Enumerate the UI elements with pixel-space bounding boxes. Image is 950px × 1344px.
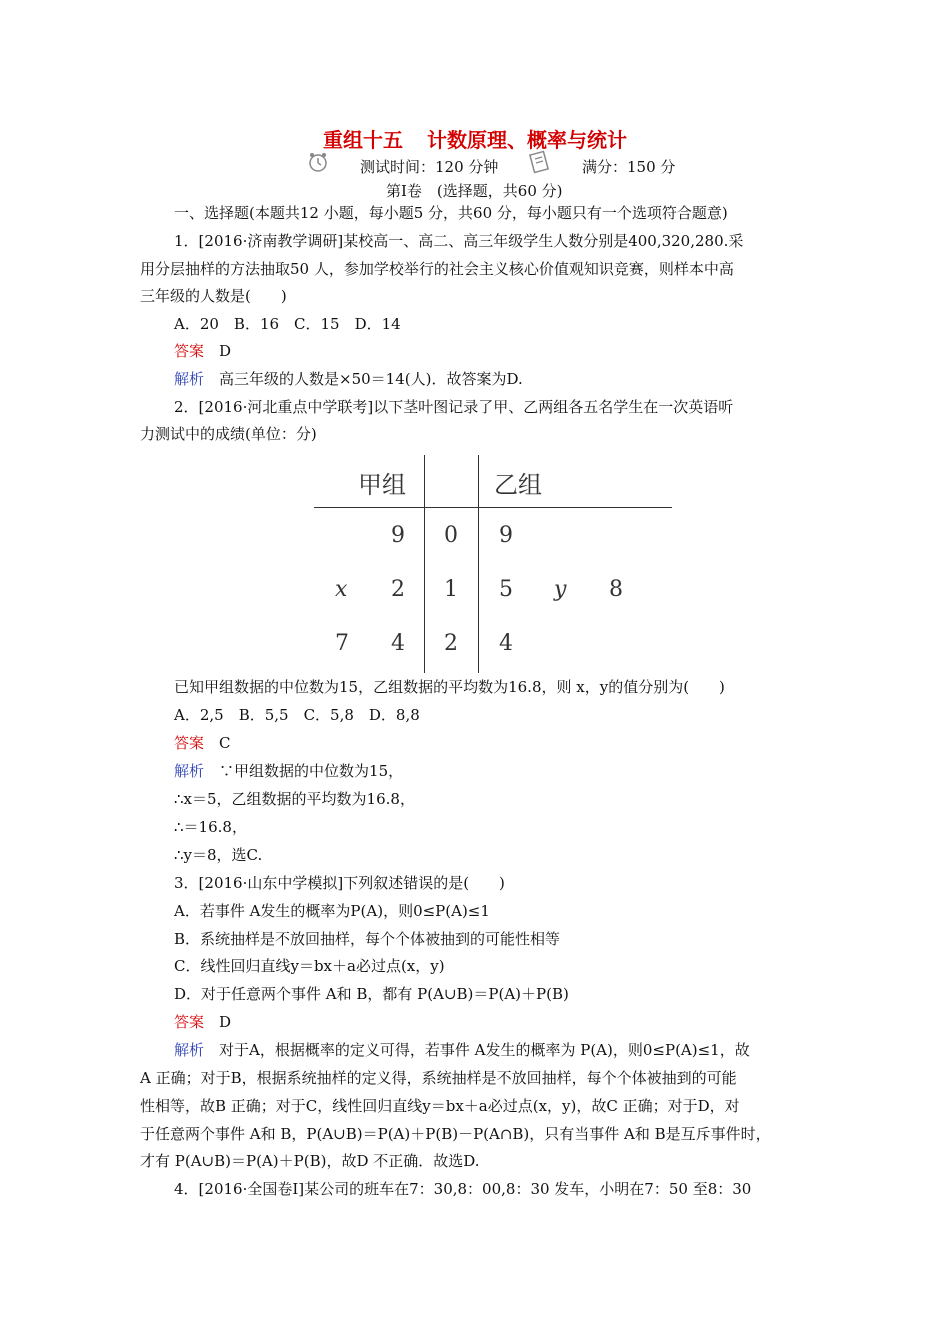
answer-label: 答案 bbox=[174, 1013, 205, 1031]
q2-answer bbox=[174, 733, 231, 753]
var-x: x bbox=[335, 577, 348, 602]
q3-optA: A．若事件 A发生的概率为P(A)，则0≤P(A)≤1 bbox=[174, 902, 490, 920]
score-label: 满分：150 分 bbox=[582, 158, 676, 176]
q3-analysis4: 于任意两个事件 A和 B，P(A∪B)＝P(A)＋P(B)－P(A∩B)，只有当事件 A和 B是互斥事件时， bbox=[140, 1125, 771, 1143]
row1-stem: 1 bbox=[444, 577, 458, 602]
q3-analysis1 bbox=[174, 1040, 750, 1060]
answer-value: C bbox=[219, 734, 231, 752]
analysis-label: 解析 bbox=[174, 370, 205, 388]
left-header: 甲组 bbox=[358, 471, 406, 499]
q2-line1: 2．[2016·河北重点中学联考]以下茎叶图记录了甲、乙两组各五名学生在一次英语听 bbox=[174, 398, 734, 416]
paper-icon bbox=[527, 150, 551, 174]
q1-line3: 三年级的人数是( ) bbox=[140, 287, 287, 305]
row0-left1: 9 bbox=[391, 523, 405, 548]
row2-right0: 4 bbox=[499, 631, 513, 656]
q3-answer bbox=[174, 1012, 231, 1032]
title-part1: 重组十五 bbox=[323, 128, 403, 152]
title-part2: 计数原理、概率与统计 bbox=[427, 128, 627, 152]
analysis-text: ∵甲组数据的中位数为15， bbox=[219, 762, 404, 780]
q3-line1: 3．[2016·山东中学模拟]下列叙述错误的是( ) bbox=[174, 874, 505, 892]
clock-icon bbox=[306, 150, 330, 174]
q2-question: 已知甲组数据的中位数为15，乙组数据的平均数为16.8，则 x，y的值分别为( ) bbox=[174, 678, 725, 696]
analysis-text: 对于A，根据概率的定义可得，若事件 A发生的概率为 P(A)，则0≤P(A)≤1，故 bbox=[219, 1041, 750, 1059]
q3-analysis2: A 正确；对于B，根据系统抽样的定义得，系统抽样是不放回抽样，每个个体被抽到的可能 bbox=[140, 1069, 737, 1087]
row2-stem: 2 bbox=[444, 631, 458, 656]
right-header: 乙组 bbox=[494, 471, 542, 499]
q2-line2: 力测试中的成绩(单位：分) bbox=[140, 425, 317, 443]
answer-value: D bbox=[219, 1013, 232, 1031]
intro-text: 一、选择题(本题共12 小题，每小题5 分，共60 分，每小题只有一个选项符合题意) bbox=[174, 204, 728, 222]
row2-left0: 7 bbox=[335, 631, 349, 656]
row2-left1: 4 bbox=[391, 631, 405, 656]
row1-left0 bbox=[335, 577, 347, 602]
row0-stem: 0 bbox=[444, 523, 458, 548]
q1-answer bbox=[174, 341, 231, 361]
q1-line2: 用分层抽样的方法抽取50 人，参加学校举行的社会主义核心价值观知识竞赛，则样本中高 bbox=[140, 260, 734, 278]
q2-options: A．2,5 B．5,5 C．5,8 D．8,8 bbox=[174, 706, 420, 724]
q3-optC: C．线性回归直线y＝bx＋a必过点(x，y) bbox=[174, 957, 445, 975]
section-heading: 第Ⅰ卷 (选择题，共60 分) bbox=[386, 182, 563, 200]
page-title bbox=[0, 124, 950, 153]
row1-right0: 5 bbox=[499, 577, 513, 602]
q2-analysis4: ∴y＝8，选C. bbox=[174, 846, 263, 864]
q1-options: A．20 B．16 C．15 D．14 bbox=[174, 315, 401, 333]
q4-line1: 4．[2016·全国卷Ⅰ]某公司的班车在7：30,8：00,8：30 发车，小明在7：50 至8：30 bbox=[174, 1180, 752, 1198]
q3-analysis3: 性相等，故B 正确；对于C，线性回归直线y＝bx＋a必过点(x，y)，故C 正确；对于D，对 bbox=[140, 1097, 740, 1115]
var-y: y bbox=[554, 577, 567, 602]
q3-optD: D．对于任意两个事件 A和 B，都有 P(A∪B)＝P(A)＋P(B) bbox=[174, 985, 569, 1003]
row1-left1: 2 bbox=[391, 577, 405, 602]
analysis-label: 解析 bbox=[174, 1041, 205, 1059]
row1-right2: 8 bbox=[609, 577, 623, 602]
q1-line1: 1．[2016·济南教学调研]某校高一、高二、高三年级学生人数分别是400,320,280.采 bbox=[174, 232, 744, 250]
answer-label: 答案 bbox=[174, 734, 205, 752]
stem-leaf-table bbox=[314, 455, 672, 673]
q2-analysis2: ∴x＝5，乙组数据的平均数为16.8， bbox=[174, 790, 415, 808]
q3-optB: B．系统抽样是不放回抽样，每个个体被抽到的可能性相等 bbox=[174, 930, 561, 948]
analysis-label: 解析 bbox=[174, 762, 205, 780]
row1-right1 bbox=[554, 577, 566, 602]
row0-right0: 9 bbox=[499, 523, 513, 548]
q2-analysis1 bbox=[174, 761, 403, 781]
q3-analysis5: 才有 P(A∪B)＝P(A)＋P(B)，故D 不正确．故选D. bbox=[140, 1152, 480, 1170]
answer-value: D bbox=[219, 342, 232, 360]
q1-analysis bbox=[174, 369, 523, 389]
analysis-text: 高三年级的人数是×50＝14(人)．故答案为D. bbox=[219, 370, 523, 388]
time-label: 测试时间：120 分钟 bbox=[360, 158, 499, 176]
answer-label: 答案 bbox=[174, 342, 205, 360]
q2-analysis3: ∴＝16.8， bbox=[174, 818, 247, 836]
